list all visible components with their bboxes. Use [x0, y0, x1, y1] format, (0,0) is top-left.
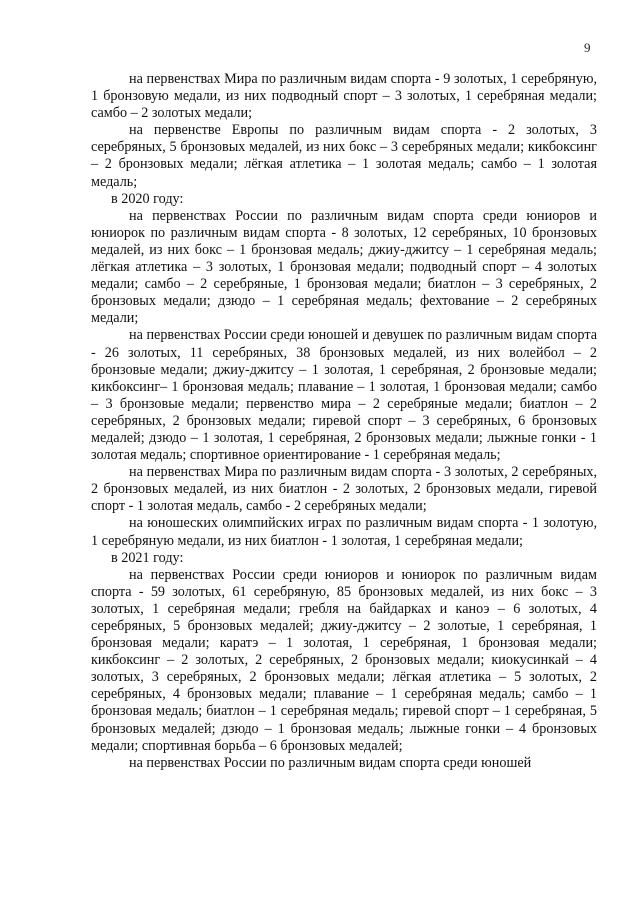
paragraph-russia-youth-2020: на первенствах России среди юношей и девушек по различным видам спорта - 26 золотых, 11 серебряных, 38 бронзовых медалей, из них волейбол – 2 бронзовые медали; джиу-джитсу – 1 золотая, 1 серебряная, 2 бронзовые медали; кикбоксинг– 1 бронзовая медаль; плавание – 1 золотая, 1 бронзовая медали; самбо – 3 бронзовые медали; первенство мира – 2 серебряные медали; биатлон – 2 серебряных, 2 бронзовых медали; гиревой спорт – 3 серебряных, 6 бронзовых медалей; дзюдо – 1 золотая, 1 серебряная, 2 бронзовых медали; лыжные гонки - 1 золотая медаль; спортивное ориентирование - 1 серебряная медаль; — [91, 327, 597, 464]
page-number: 9 — [584, 40, 591, 55]
paragraph-youth-olympics-2020: на юношеских олимпийских играх по различным видам спорта - 1 золотую, 1 серебряную медали, из них биатлон - 1 золотая, 1 серебряная медали; — [91, 515, 597, 549]
paragraph-russia-juniors-2020: на первенствах России по различным видам спорта среди юниоров и юниорок по различным видам спорта - 8 золотых, 12 серебряных, 10 бронзовых медалей, из них бокс – 1 бронзовая медаль; джиу-джитсу – 1 серебряная медаль; лёгкая атлетика – 3 золотых, 1 бронзовая медали; подводный спорт – 4 золотых медали; самбо – 2 серебряные, 1 бронзовая медали; биатлон – 3 серебряных, 2 бронзовых медали; дзюдо – 1 серебряная медаль; фехтование – 2 серебряных медали; — [91, 207, 597, 327]
paragraph-world-championships: на первенствах Мира по различным видам спорта - 9 золотых, 1 серебряную, 1 бронзовую медали, из них подводный спорт – 3 золотых, 1 серебряная медали; самбо – 2 золотых медали; — [91, 71, 597, 122]
paragraph-world-2020: на первенствах Мира по различным видам спорта - 3 золотых, 2 серебряных, 2 бронзовых медалей, из них биатлон - 2 золотых, 2 бронзовых медали, гиревой спорт - 1 золотая медаль, самбо - 2 серебряных медали; — [91, 464, 597, 515]
paragraph-year-2021: в 2021 году: — [111, 549, 184, 566]
paragraph-russia-youth-2021: на первенствах России по различным видам спорта среди юношей — [129, 754, 532, 771]
paragraph-european-championship: на первенстве Европы по различным видам спорта - 2 золотых, 3 серебряных, 5 бронзовых медалей, из них бокс – 3 серебряных медали; кикбоксинг – 2 бронзовых медали; лёгкая атлетика – 1 золотая медаль; самбо – 1 золотая медаль; — [91, 122, 597, 190]
paragraph-russia-juniors-2021: на первенствах России среди юниоров и юниорок по различным видам спорта - 59 золотых, 61 серебряную, 85 бронзовых медалей, из них бокс – 3 золотых, 1 серебряная медали; гребля на байдарках и каноэ – 6 золотых, 4 серебряных, 5 бронзовых медалей; джиу-джитсу – 2 золотые, 1 серебряная, 1 бронзовая медали; каратэ – 1 золотая, 1 серебряная, 1 бронзовая медали; кикбоксинг – 2 золотых, 2 серебряных, 2 бронзовых медали; киокусинкай – 4 золотых, 3 серебряных, 2 бронзовых медали; лёгкая атлетика – 5 золотых, 2 серебряных, 4 бронзовых медали; плавание – 1 серебряная медаль; самбо – 1 бронзовая медаль; биатлон – 1 серебряная медаль; гиревой спорт – 1 серебряная, 5 бронзовых медалей; дзюдо – 1 бронзовая медаль; лыжные гонки – 4 бронзовых медали; спортивная борьба – 6 бронзовых медалей; — [91, 566, 597, 754]
document-body — [91, 71, 597, 772]
paragraph-year-2020: в 2020 году: — [111, 190, 184, 207]
